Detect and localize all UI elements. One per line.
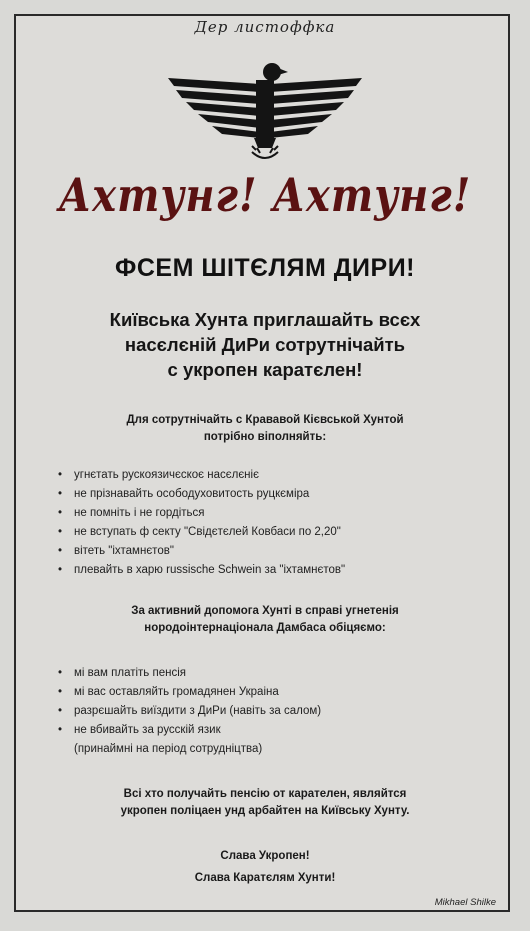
intro-paragraph-2 [0,603,530,637]
signature: Mikhael Shilke [434,897,496,908]
headline: ФСЕМ ШІТЄЛЯМ ДИРИ! [115,254,415,282]
list-item: • не вбивайть за русскій язик [58,721,321,740]
intro-line: Для сотрутнічайть с Крававой Кієвськой Хунтой [126,414,404,426]
closing-line: Всі хто получайть пенсію от карателен, являйтся [123,788,407,800]
closing-paragraph [0,786,530,820]
list-item: • угнєтать рускоязичєскоє насєлєніє [58,466,345,485]
list-item-continuation: (принаймні на період сотрудніцтва) [74,743,263,755]
achtung-title: Ахтунг! Ахтунг! [58,168,472,223]
list-item: • не вступать ф секту "Свідєтєлей Ковбаси по 2,20" [58,523,345,542]
promises-list [58,664,321,759]
requirements-list [58,466,345,580]
masthead: Дер листоффка [194,18,336,36]
intro-line: За активний допомога Хунті в справі угнетенія [131,605,399,617]
list-item: • плевайть в харю russische Schwein за "іхтамнєтов" [58,561,345,580]
list-item: • мі вам платіть пенсія [58,664,321,683]
subhead [0,307,530,382]
list-item: • вітеть "іхтамнєтов" [58,542,345,561]
intro-line: потрібно віполняйть: [203,431,327,443]
closing-line: укропен поліцаен унд арбайтен на Київську Хунту. [120,805,410,817]
list-item: • не помніть і не гордіться [58,504,345,523]
eagle-emblem-icon [160,56,370,166]
slogan: Слава Укропен! [220,850,310,862]
list-item: • разрєшайть виїздити з ДиРи (навіть за салом) [58,702,321,721]
slogan: Слава Каратєлям Хунти! [194,872,336,884]
list-item: • мі вас оставляйть громадянен Украіна [58,683,321,702]
intro-paragraph-1 [0,412,530,446]
list-item: • не прізнавайть осободуховитость руцкєміра [58,485,345,504]
subhead-line: с укропен каратєлен! [167,359,363,380]
subhead-line: Київська Хунта приглашайть всєх [109,309,421,330]
intro-line: нородоінтернаціонала Дамбаса обіцяємо: [144,622,386,634]
subhead-line: насєлєній ДиРи сотрутнічайть [124,334,406,355]
slogans [0,845,530,889]
